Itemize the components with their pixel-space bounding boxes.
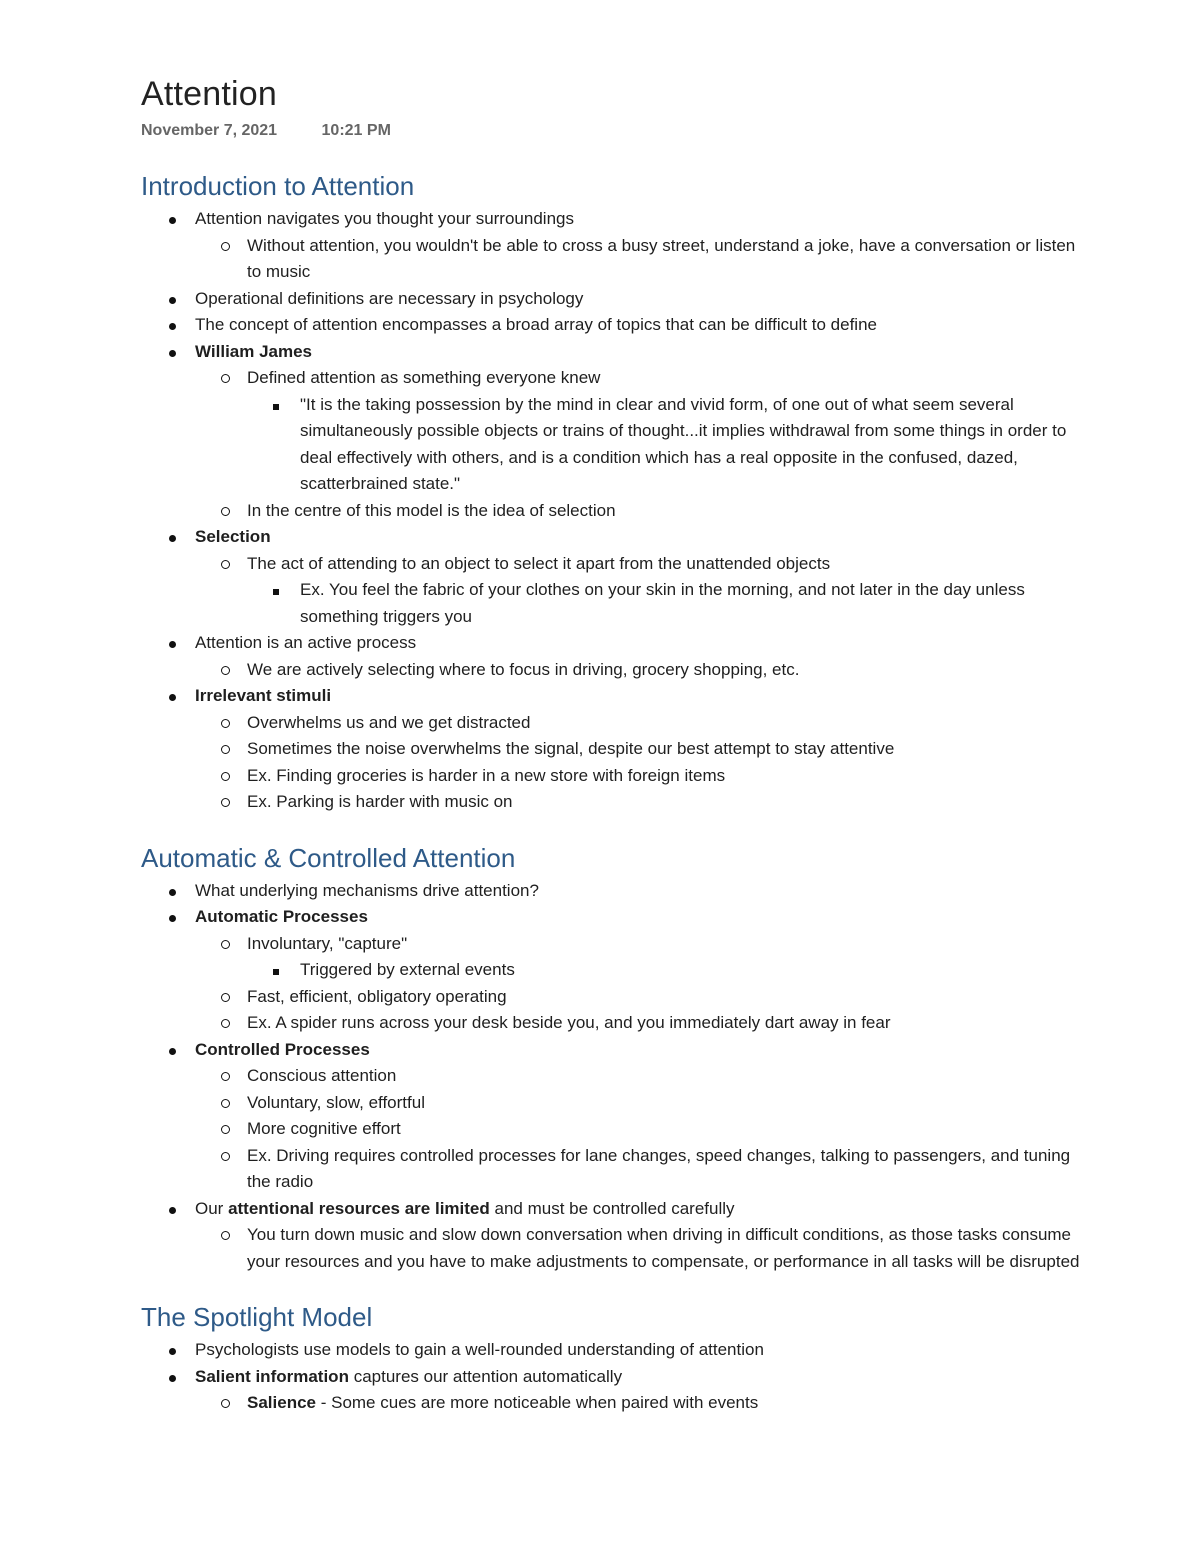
bullet-dot-icon xyxy=(169,350,176,357)
list-item xyxy=(141,789,1081,816)
bullet-dot-icon xyxy=(169,1207,176,1214)
item-text: Defined attention as something everyone knew xyxy=(247,368,601,387)
bold-text: Controlled Processes xyxy=(195,1039,370,1059)
bullet-circle-icon xyxy=(221,242,230,251)
item-text: Conscious attention xyxy=(247,1066,397,1085)
item-text: and must be controlled carefully xyxy=(489,1198,735,1218)
list-item xyxy=(141,524,1081,551)
item-text: Ex. Parking is harder with music on xyxy=(247,792,513,811)
item-text: Fast, efficient, obligatory operating xyxy=(247,986,507,1006)
bullet-circle-icon xyxy=(221,1072,230,1081)
list-item xyxy=(141,1037,1081,1064)
bullet-dot-icon xyxy=(169,694,176,701)
list-item xyxy=(141,365,1081,392)
bullet-dot-icon xyxy=(169,323,176,330)
bullet-circle-icon xyxy=(221,507,230,516)
bold-text: attentional resources are limited xyxy=(228,1198,490,1218)
item-text: The concept of attention encompasses a broad array of topics that can be difficult to define xyxy=(195,315,877,334)
bullet-circle-icon xyxy=(221,560,230,569)
bold-text: Selection xyxy=(195,527,271,546)
note-body xyxy=(141,168,1081,1417)
item-text: Ex. You feel the fabric of your clothes on your skin in the morning, and not later in the day unless something triggers you xyxy=(300,580,1025,626)
item-text: Without attention, you wouldn't be able to cross a busy street, understand a joke, have a conversation or listen to music xyxy=(247,235,1076,281)
list-item xyxy=(141,984,1081,1011)
list-item xyxy=(141,1364,1081,1391)
bullet-dot-icon xyxy=(169,1375,176,1382)
item-text: The act of attending to an object to select it apart from the unattended objects xyxy=(247,553,831,573)
list-item xyxy=(141,498,1081,525)
item-text: Psychologists use models to gain a well-rounded understanding of attention xyxy=(195,1340,764,1359)
list-item xyxy=(141,392,1081,498)
bullet-dot-icon xyxy=(169,1348,176,1355)
bold-text: Salient information xyxy=(195,1366,349,1386)
item-text: - Some cues are more noticeable when paired with events xyxy=(316,1393,759,1412)
item-text: Attention is an active process xyxy=(195,633,417,652)
section xyxy=(141,1299,1081,1417)
section-heading: Introduction to Attention xyxy=(141,171,415,201)
bullet-circle-icon xyxy=(221,1399,230,1408)
bullet-circle-icon xyxy=(221,772,230,781)
note-page xyxy=(141,72,1081,1417)
list-item xyxy=(141,657,1081,684)
item-text: Attention navigates you thought your surroundings xyxy=(195,209,574,228)
bullet-circle-icon xyxy=(221,1019,230,1028)
item-text: captures our attention automatically xyxy=(348,1366,623,1386)
bold-text: William James xyxy=(195,341,313,361)
item-text: Our xyxy=(195,1198,229,1218)
bullet-circle-icon xyxy=(221,719,230,728)
list-item xyxy=(141,1337,1081,1364)
list-item xyxy=(141,931,1081,958)
bullet-list xyxy=(141,1337,1081,1417)
item-text: In the centre of this model is the idea of selection xyxy=(247,500,616,520)
bullet-circle-icon xyxy=(221,1099,230,1108)
list-item xyxy=(141,286,1081,313)
bullet-circle-icon xyxy=(221,940,230,949)
bullet-circle-icon xyxy=(221,798,230,807)
list-item xyxy=(141,1090,1081,1117)
list-item xyxy=(141,312,1081,339)
bold-text: Irrelevant stimuli xyxy=(195,686,332,705)
list-item xyxy=(141,904,1081,931)
bullet-square-icon xyxy=(273,969,279,975)
list-item xyxy=(141,206,1081,233)
list-item xyxy=(141,957,1081,984)
bullet-circle-icon xyxy=(221,374,230,383)
bullet-dot-icon xyxy=(169,915,176,922)
item-text: Sometimes the noise overwhelms the signal, despite our best attempt to stay attentive xyxy=(247,739,895,758)
bullet-square-icon xyxy=(273,589,279,595)
bullet-dot-icon xyxy=(169,1048,176,1055)
section xyxy=(141,840,1081,1276)
page-title: Attention xyxy=(141,75,278,113)
list-item xyxy=(141,878,1081,905)
item-text: We are actively selecting where to focus in driving, grocery shopping, etc. xyxy=(247,659,800,679)
bullet-dot-icon xyxy=(169,297,176,304)
list-item xyxy=(141,1143,1081,1196)
bullet-dot-icon xyxy=(169,217,176,224)
item-text: Ex. Finding groceries is harder in a new store with foreign items xyxy=(247,765,726,785)
bullet-square-icon xyxy=(273,404,279,410)
list-item xyxy=(141,736,1081,763)
section xyxy=(141,168,1081,816)
bullet-list xyxy=(141,206,1081,816)
list-item xyxy=(141,551,1081,578)
list-item xyxy=(141,630,1081,657)
bullet-dot-icon xyxy=(169,535,176,542)
list-item xyxy=(141,763,1081,790)
section-heading: Automatic & Controlled Attention xyxy=(141,842,516,873)
item-text: Triggered by external events xyxy=(300,960,515,979)
list-item xyxy=(141,710,1081,737)
list-item xyxy=(141,577,1081,630)
note-date: November 7, 2021 xyxy=(141,122,278,139)
list-item xyxy=(141,1063,1081,1090)
note-time: 10:21 PM xyxy=(321,122,391,139)
item-text: Ex. A spider runs across your desk beside you, and you immediately dart away in fear xyxy=(247,1013,891,1032)
item-text: Ex. Driving requires controlled processes for lane changes, speed changes, talking to passengers, and tuning the radio xyxy=(247,1145,1071,1191)
bullet-circle-icon xyxy=(221,666,230,675)
item-text: What underlying mechanisms drive attention? xyxy=(195,880,539,900)
bullet-circle-icon xyxy=(221,745,230,754)
bullet-circle-icon xyxy=(221,1125,230,1134)
section-heading: The Spotlight Model xyxy=(141,1302,373,1332)
bullet-circle-icon xyxy=(221,1231,230,1240)
item-text: Voluntary, slow, effortful xyxy=(247,1092,425,1112)
list-item xyxy=(141,233,1081,286)
bullet-circle-icon xyxy=(221,993,230,1002)
page-meta xyxy=(141,122,1081,150)
list-item xyxy=(141,1390,1081,1417)
list-item xyxy=(141,683,1081,710)
bullet-dot-icon xyxy=(169,641,176,648)
item-text: Involuntary, "capture" xyxy=(247,933,408,953)
bullet-dot-icon xyxy=(169,889,176,896)
list-item xyxy=(141,339,1081,366)
list-item xyxy=(141,1010,1081,1037)
item-text: Overwhelms us and we get distracted xyxy=(247,712,531,732)
list-item xyxy=(141,1196,1081,1223)
list-item xyxy=(141,1222,1081,1275)
bullet-circle-icon xyxy=(221,1152,230,1161)
item-text: You turn down music and slow down conversation when driving in difficult conditions, as those tasks consume your resources and you have to make adjustments to compensate, or performance in all tasks will be disrupted xyxy=(247,1225,1080,1271)
item-text: "It is the taking possession by the mind in clear and vivid form, of one out of what seem several simultaneously possible objects or trains of thought...it implies withdrawal from some things in order to deal effectively with others, and is a condition which has a real opposite in the confused, dazed, scatterbrained state." xyxy=(300,394,1067,493)
bold-text: Salience xyxy=(247,1393,316,1412)
item-text: More cognitive effort xyxy=(247,1119,401,1138)
list-item xyxy=(141,1116,1081,1143)
bold-text: Automatic Processes xyxy=(195,907,368,926)
bullet-list xyxy=(141,878,1081,1276)
item-text: Operational definitions are necessary in psychology xyxy=(195,288,584,308)
